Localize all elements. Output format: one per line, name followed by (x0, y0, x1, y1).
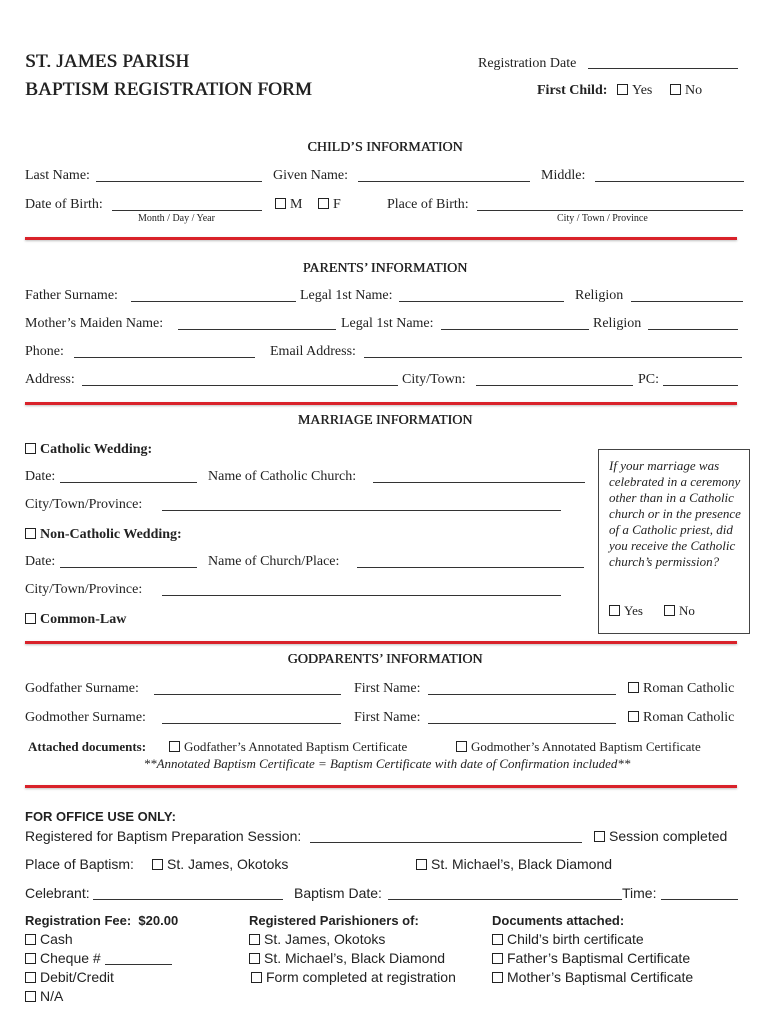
checkbox-icon[interactable] (628, 682, 639, 693)
place-st-michaels-label: St. Michael’s, Black Diamond (431, 856, 613, 872)
godmother-roman-catholic-option[interactable] (628, 711, 734, 725)
fee-cash-label: Cash (40, 931, 73, 947)
mother-legal-first-name-label: Legal 1st Name: (341, 316, 434, 331)
section-divider (25, 237, 737, 240)
baptism-date-field[interactable] (388, 899, 622, 900)
godfather-surname-label: Godfather Surname: (25, 681, 139, 696)
godmother-cert-option[interactable] (456, 740, 701, 753)
father-religion-label: Religion (575, 288, 624, 303)
father-legal-first-name-label: Legal 1st Name: (300, 288, 393, 303)
celebrant-label: Celebrant: (25, 885, 90, 901)
session-completed-label: Session completed (609, 828, 728, 844)
dob-hint: Month / Day / Year (138, 213, 215, 224)
checkbox-icon[interactable] (152, 859, 163, 870)
address-label: Address: (25, 372, 75, 387)
checkbox-icon[interactable] (25, 972, 36, 983)
sex-male-label: M (290, 197, 303, 212)
checkbox-icon[interactable] (416, 859, 427, 870)
catholic-wedding-option[interactable] (25, 443, 152, 457)
mother-legal-first-name-field[interactable] (441, 329, 589, 330)
parish-name: ST. JAMES PARISH (25, 51, 190, 72)
marriage-info-heading: MARRIAGE INFORMATION (297, 413, 473, 428)
place-st-james-label: St. James, Okotoks (167, 856, 289, 872)
permission-note-text: If your marriage was celebrated in a ceremony other than in a Catholic church or in the presence of a Catholic priest, did you receive the Catholic church’s permission? (609, 458, 741, 569)
checkbox-icon[interactable] (492, 953, 503, 964)
checkbox-icon[interactable] (249, 934, 260, 945)
office-use-heading: FOR OFFICE USE ONLY: (25, 809, 176, 824)
sex-female-option[interactable] (318, 198, 341, 212)
permission-no-option[interactable] (664, 604, 695, 617)
email-label: Email Address: (270, 344, 356, 359)
middle-name-field[interactable] (595, 181, 744, 182)
middle-name-label: Middle: (541, 168, 586, 183)
father-surname-label: Father Surname: (25, 288, 118, 303)
form-completed-label: Form completed at registration (266, 969, 456, 985)
catholic-date-field[interactable] (60, 482, 197, 483)
attached-documents-label: Attached documents: (28, 739, 147, 754)
catholic-city-field[interactable] (162, 510, 561, 511)
prep-session-label: Registered for Baptism Preparation Session: (25, 828, 302, 844)
checkbox-icon[interactable] (25, 953, 36, 964)
mother-religion-field[interactable] (648, 329, 738, 330)
godmother-first-name-label: First Name: (354, 710, 421, 725)
parishioner-st-james-label: St. James, Okotoks (264, 931, 386, 947)
non-catholic-wedding-option[interactable] (25, 528, 182, 542)
session-completed-option[interactable] (594, 829, 727, 843)
parishioner-st-michaels-option[interactable] (249, 951, 445, 965)
godfather-roman-catholic-label: Roman Catholic (643, 681, 735, 696)
church-place-field[interactable] (357, 567, 584, 568)
checkbox-icon[interactable] (25, 934, 36, 945)
godmother-surname-label: Godmother Surname: (25, 710, 146, 725)
checkbox-icon[interactable] (492, 972, 503, 983)
registration-date-label: Registration Date (478, 56, 577, 71)
section-divider (25, 402, 737, 405)
common-law-label: Common-Law (40, 612, 127, 627)
place-st-james-option[interactable] (152, 857, 288, 871)
prep-session-field[interactable] (310, 842, 582, 843)
pc-label: PC: (638, 372, 660, 387)
form-title: BAPTISM REGISTRATION FORM (25, 79, 312, 100)
catholic-church-label: Name of Catholic Church: (208, 469, 357, 484)
godfather-roman-catholic-option[interactable] (628, 682, 734, 696)
childs-birth-cert-label: Child’s birth certificate (507, 931, 644, 947)
fathers-cert-option[interactable] (492, 951, 690, 965)
fee-cheque-label: Cheque # (40, 950, 101, 966)
mothers-cert-option[interactable] (492, 970, 693, 984)
address-field[interactable] (82, 385, 398, 386)
fee-debit-credit-label: Debit/Credit (40, 969, 114, 985)
section-divider (25, 785, 737, 788)
checkbox-icon[interactable] (275, 198, 286, 209)
mother-maiden-name-label: Mother’s Maiden Name: (25, 316, 164, 331)
godmother-cert-label: Godmother’s Annotated Baptism Certificate (471, 739, 701, 754)
first-child-yes-option[interactable] (617, 84, 652, 98)
place-of-baptism-label: Place of Baptism: (25, 856, 134, 872)
checkbox-icon[interactable] (318, 198, 329, 209)
sex-female-label: F (333, 197, 341, 212)
city-town-label: City/Town: (402, 372, 466, 387)
parishioner-st-james-option[interactable] (249, 932, 385, 946)
non-catholic-date-label: Date: (25, 554, 56, 569)
mother-religion-label: Religion (593, 316, 642, 331)
father-surname-field[interactable] (131, 301, 296, 302)
given-name-field[interactable] (358, 181, 530, 182)
fee-na-option[interactable] (25, 989, 63, 1003)
dob-label: Date of Birth: (25, 197, 103, 212)
mother-maiden-name-field[interactable] (178, 329, 336, 330)
form-completed-option[interactable] (251, 970, 456, 984)
non-catholic-city-label: City/Town/Province: (25, 582, 143, 597)
godfather-cert-label: Godfather’s Annotated Baptism Certificate (184, 739, 408, 754)
registration-fee-text: Registration Fee: (25, 913, 132, 928)
checkbox-icon[interactable] (670, 84, 681, 95)
church-place-label: Name of Church/Place: (208, 554, 340, 569)
non-catholic-date-field[interactable] (60, 567, 197, 568)
phone-label: Phone: (25, 344, 64, 359)
father-religion-field[interactable] (631, 301, 743, 302)
annotated-cert-footnote: **Annotated Baptism Certificate = Baptism Certificate with date of Confirmation included** (143, 756, 631, 771)
permission-note-box (598, 449, 750, 634)
first-child-yes-label: Yes (632, 83, 653, 98)
parents-info-heading: PARENTS’ INFORMATION (302, 261, 468, 276)
registration-fee-label (25, 914, 178, 927)
checkbox-icon[interactable] (594, 831, 605, 842)
godmother-roman-catholic-label: Roman Catholic (643, 710, 735, 725)
child-info-heading: CHILD’S INFORMATION (307, 140, 463, 155)
city-town-field[interactable] (476, 385, 633, 386)
fee-cash-option[interactable] (25, 932, 73, 946)
dob-field[interactable] (112, 210, 262, 211)
godfather-surname-field[interactable] (154, 694, 341, 695)
section-divider (25, 641, 737, 644)
sex-male-option[interactable] (275, 198, 302, 212)
childs-birth-cert-option[interactable] (492, 932, 644, 946)
last-name-label: Last Name: (25, 168, 90, 183)
checkbox-icon[interactable] (25, 443, 36, 454)
checkbox-icon[interactable] (169, 741, 180, 752)
checkbox-icon[interactable] (617, 84, 628, 95)
catholic-date-label: Date: (25, 469, 56, 484)
godmother-first-name-field[interactable] (428, 723, 616, 724)
time-label: Time: (622, 885, 657, 901)
time-field[interactable] (661, 899, 738, 900)
place-st-michaels-option[interactable] (416, 857, 612, 871)
phone-field[interactable] (74, 357, 255, 358)
first-child-label: First Child: (537, 83, 608, 98)
godfather-cert-option[interactable] (169, 740, 407, 753)
last-name-field[interactable] (96, 181, 262, 182)
godparents-info-heading: GODPARENTS’ INFORMATION (287, 652, 483, 667)
non-catholic-city-field[interactable] (162, 595, 561, 596)
godmother-surname-field[interactable] (162, 723, 341, 724)
first-child-no-label: No (685, 83, 703, 98)
registered-parishioners-label: Registered Parishioners of: (249, 913, 419, 928)
godfather-first-name-field[interactable] (428, 694, 616, 695)
registration-date-field[interactable] (588, 68, 738, 69)
checkbox-icon[interactable] (456, 741, 467, 752)
pob-hint: City / Town / Province (557, 213, 648, 224)
place-of-birth-label: Place of Birth: (387, 197, 469, 212)
first-child-no-option[interactable] (670, 84, 702, 98)
checkbox-icon[interactable] (664, 605, 675, 616)
checkbox-icon[interactable] (249, 953, 260, 964)
given-name-label: Given Name: (273, 168, 349, 183)
documents-attached-label: Documents attached: (492, 913, 625, 928)
fathers-cert-label: Father’s Baptismal Certificate (507, 950, 691, 966)
parishioner-st-michaels-label: St. Michael’s, Black Diamond (264, 950, 446, 966)
common-law-option[interactable] (25, 613, 126, 627)
fee-debit-credit-option[interactable] (25, 970, 114, 984)
checkbox-icon[interactable] (25, 613, 36, 624)
checkbox-icon[interactable] (609, 605, 620, 616)
fee-cheque-option[interactable] (25, 951, 101, 965)
checkbox-icon[interactable] (25, 528, 36, 539)
email-field[interactable] (364, 357, 742, 358)
cheque-number-field[interactable] (105, 964, 172, 965)
fee-na-label: N/A (40, 988, 64, 1004)
godfather-first-name-label: First Name: (354, 681, 421, 696)
permission-yes-label: Yes (624, 603, 643, 618)
registration-fee-amount: $20.00 (138, 913, 179, 928)
catholic-church-field[interactable] (373, 482, 585, 483)
checkbox-icon[interactable] (492, 934, 503, 945)
non-catholic-wedding-label: Non-Catholic Wedding: (40, 527, 182, 542)
checkbox-icon[interactable] (251, 972, 262, 983)
father-legal-first-name-field[interactable] (399, 301, 564, 302)
pc-field[interactable] (663, 385, 738, 386)
checkbox-icon[interactable] (25, 991, 36, 1002)
checkbox-icon[interactable] (628, 711, 639, 722)
baptism-date-label: Baptism Date: (294, 885, 382, 901)
permission-no-label: No (679, 603, 695, 618)
mothers-cert-label: Mother’s Baptismal Certificate (507, 969, 694, 985)
catholic-wedding-label: Catholic Wedding: (40, 442, 153, 457)
place-of-birth-field[interactable] (477, 210, 743, 211)
catholic-city-label: City/Town/Province: (25, 497, 143, 512)
permission-yes-option[interactable] (609, 604, 643, 617)
celebrant-field[interactable] (93, 899, 283, 900)
